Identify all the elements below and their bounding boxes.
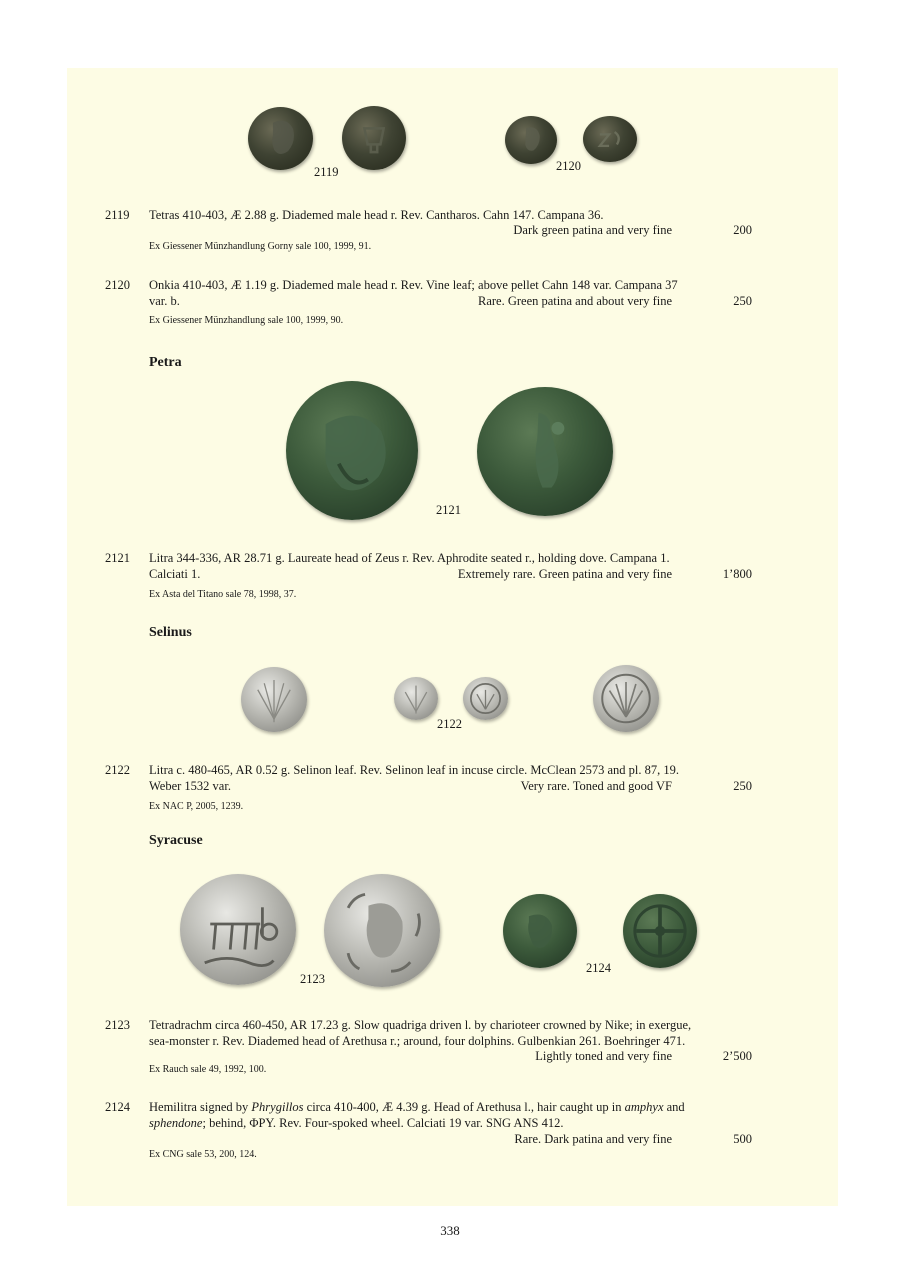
lot-grade-line xyxy=(478,294,752,309)
lot-description xyxy=(149,1100,752,1116)
coin-2119-reverse xyxy=(342,106,406,170)
image-label-2123: 2123 xyxy=(300,972,325,986)
lot-grade-line xyxy=(521,779,752,794)
coin-2124-obverse xyxy=(503,894,577,968)
lot-number: 2121 xyxy=(105,551,130,565)
lot-price: 250 xyxy=(733,294,752,308)
section-heading-syracuse: Syracuse xyxy=(149,833,203,848)
section-heading-selinus: Selinus xyxy=(149,625,192,640)
lot-description: Litra 344-336, AR 28.71 g. Laureate head of Zeus r. Rev. Aphrodite seated r., holding dove. Campana 1. xyxy=(149,551,670,565)
lot-description-middle: circa 410-400, Æ 4.39 g. Head of Arethusa l., hair caught up in xyxy=(303,1100,625,1114)
coin-2121-reverse xyxy=(477,387,613,516)
lot-price: 200 xyxy=(733,223,752,237)
lot-price: 250 xyxy=(733,779,752,793)
coin-2120-reverse xyxy=(583,116,637,162)
page-number: 338 xyxy=(440,1223,460,1238)
image-label-2124: 2124 xyxy=(586,961,611,975)
lot-price: 1’800 xyxy=(722,567,752,581)
section-heading-petra: Petra xyxy=(149,355,182,370)
lot-description-tail: var. b. xyxy=(149,294,180,308)
lot-provenance: Ex Rauch sale 49, 1992, 100. xyxy=(149,1064,267,1075)
lot-description: Tetras 410-403, Æ 2.88 g. Diademed male head r. Rev. Cantharos. Cahn 147. Campana 36. xyxy=(149,208,604,222)
coin-2123-obverse xyxy=(180,874,296,985)
engraver-name: Phrygillos xyxy=(251,1100,304,1114)
lot-description-and: and xyxy=(663,1100,685,1114)
lot-description: Tetradrachm circa 460-450, AR 17.23 g. Slow quadriga driven l. by charioteer crowned by Nike; in exergue, xyxy=(149,1018,692,1032)
lot-description-end: ; behind, ΦΡΥ. Rev. Four-spoked wheel. Calciati 19 var. SNG ANS 412. xyxy=(202,1116,564,1130)
lot-description-line-2 xyxy=(149,1116,752,1132)
coin-2122-reverse xyxy=(463,677,508,720)
coin-2120-obverse xyxy=(505,116,557,164)
lot-number: 2122 xyxy=(105,763,130,777)
lot-price: 2’500 xyxy=(722,1049,752,1063)
lot-description: Onkia 410-403, Æ 1.19 g. Diademed male head r. Rev. Vine leaf; above pellet Cahn 148 var. Campana 37 xyxy=(149,278,678,292)
coin-2123-reverse xyxy=(324,874,440,987)
lot-description: Litra c. 480-465, AR 0.52 g. Selinon leaf. Rev. Selinon leaf in incuse circle. McClean 2573 and pl. 87, 19. xyxy=(149,763,679,777)
lot-grade-line xyxy=(513,223,752,238)
lot-grade: Lightly toned and very fine xyxy=(535,1049,672,1063)
image-label-2119: 2119 xyxy=(314,165,339,179)
lot-number: 2119 xyxy=(105,208,130,222)
lot-grade: Rare. Dark patina and very fine xyxy=(514,1132,672,1146)
lot-grade: Dark green patina and very fine xyxy=(513,223,672,237)
lot-number: 2123 xyxy=(105,1018,130,1032)
lot-description-tail: Calciati 1. xyxy=(149,567,201,581)
image-label-2121: 2121 xyxy=(436,503,461,517)
lot-grade: Very rare. Toned and good VF xyxy=(520,779,672,793)
hair-term-sphendone: sphendone xyxy=(149,1116,203,1130)
lot-grade-line xyxy=(514,1132,752,1147)
lot-description-tail: Weber 1532 var. xyxy=(149,779,231,793)
lot-provenance: Ex CNG sale 53, 200, 124. xyxy=(149,1149,257,1160)
image-label-2122: 2122 xyxy=(437,717,462,731)
lot-provenance: Ex Giessener Münzhandlung sale 100, 1999, 90. xyxy=(149,315,344,326)
coin-2122-enlarged-reverse xyxy=(593,665,659,732)
image-label-2120: 2120 xyxy=(556,159,581,173)
lot-provenance: Ex Asta del Titano sale 78, 1998, 37. xyxy=(149,589,297,600)
lot-provenance: Ex Giessener Münzhandlung Gorny sale 100, 1999, 91. xyxy=(149,241,372,252)
lot-number: 2124 xyxy=(105,1100,130,1114)
coin-2122-obverse xyxy=(394,677,438,720)
lot-provenance: Ex NAC P, 2005, 1239. xyxy=(149,801,244,812)
lot-grade: Extremely rare. Green patina and very fine xyxy=(457,567,672,581)
lot-description-line-2: sea-monster r. Rev. Diademed head of Arethusa r.; around, four dolphins. Gulbenkian 261. Boehringer 471. xyxy=(149,1034,686,1048)
coin-2122-enlarged-obverse xyxy=(241,667,307,732)
lot-price: 500 xyxy=(733,1132,752,1146)
lot-description-start: Hemilitra signed by xyxy=(149,1100,252,1114)
lot-grade-line xyxy=(535,1049,752,1064)
lot-grade: Rare. Green patina and about very fine xyxy=(477,294,672,308)
hair-term-amphyx: amphyx xyxy=(624,1100,664,1114)
coin-2124-reverse xyxy=(623,894,697,968)
coin-2121-obverse xyxy=(286,381,418,520)
lot-number: 2120 xyxy=(105,278,130,292)
coin-2119-obverse xyxy=(248,107,313,170)
lot-grade-line xyxy=(458,567,752,582)
